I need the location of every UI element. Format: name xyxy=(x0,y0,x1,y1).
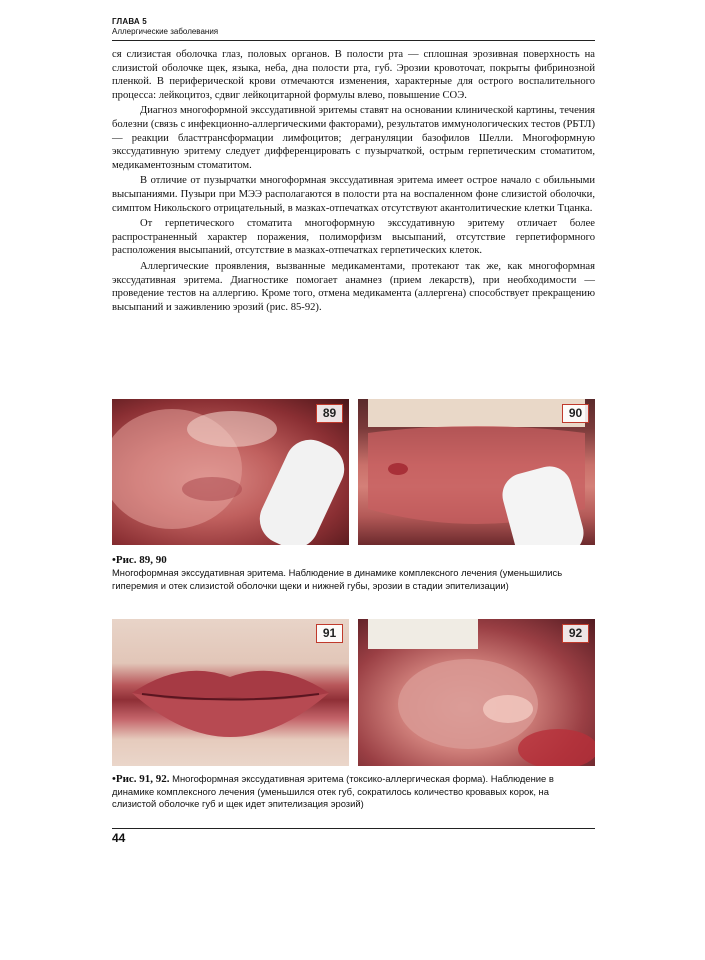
header-rule xyxy=(112,40,595,41)
running-head xyxy=(112,17,218,37)
clinical-photo-91 xyxy=(112,619,349,766)
paragraph: ся слизистая оболочка глаз, половых органов. В полости рта — сплошная эрозивная поверхность на слизистой оболочке щек, языка, неба, дна полости рта, губ. Эрозии кровоточат, покрыты фибринозной пленкой. В периферической крови отмечаются изменения, характерные для острого воспалительного процесса: лейкоцитоз, сдвиг лейкоцитарной формулы влево, повышение СОЭ. xyxy=(112,49,595,101)
page-number: 44 xyxy=(112,831,126,845)
paragraph: От герпетического стоматита многоформную экссудативную эритему отличает более распространенный характер поражения, полиморфизм высыпаний, отсутствие герпетиформного расположения высыпаний, отсутствие в мазках-отпечатках герпетических клеток. xyxy=(112,218,595,257)
figure-number-89: 89 xyxy=(316,404,343,423)
footer-rule xyxy=(112,828,595,829)
figure-caption-89-90 xyxy=(112,554,595,592)
caption-label: •Рис. 91, 92. xyxy=(112,773,170,785)
chapter-title: Аллергические заболевания xyxy=(112,27,219,36)
chapter-label: ГЛАВА 5 xyxy=(112,17,147,26)
photo-91-illustration xyxy=(112,619,349,766)
paragraph: Аллергические проявления, вызванные медикаментами, протекают так же, как многоформная экссудативная эритема. Диагностике помогает анамнез (прием лекарств), при необходимости — проведение тестов на аллергию. Кроме того, отмена медикамента (аллергена) способствует прекращению высыпаний и заживлению эрозий (рис. 85-92). xyxy=(112,260,595,313)
figure-caption-91-92 xyxy=(112,773,595,811)
clinical-photo-89 xyxy=(112,399,349,545)
caption-text: Многоформная экссудативная эритема (токсико-аллергическая форма). Наблюдение в динамике комплексного лечения (уменьшился отек губ, сократилось количество кровавых корок, на слизистой оболочке губ и щек идет эпителизация эрозий) xyxy=(112,773,554,809)
paragraph: Диагноз многоформной экссудативной эритемы ставят на основании клинической картины, течения болезни (связь с инфекционно-аллергическими факторами), результатов иммунологических тестов (РБТЛ) — реакции бласттрансформации лимфоцитов; дегрануляции базофилов Шелли. Многоформную экссудативную эритему следует дифференцировать с пузырчаткой, острым герпетическим стоматитом, медикаментозным стоматитом. xyxy=(112,105,596,171)
photo-92-illustration xyxy=(358,619,595,766)
figure-number-91: 91 xyxy=(316,624,343,643)
figure-number-90: 90 xyxy=(562,404,589,423)
photo-89-illustration xyxy=(112,399,349,545)
paragraph: В отличие от пузырчатки многоформная экссудативная эритема имеет острое начало с обильными высыпаниями. Пузыри при МЭЭ располагаются в полости рта на воспаленном фоне слизистой оболочки, симптом Никольского отрицательный, в мазках-отпечатках отсутствуют акантолитические клетки Тцанка. xyxy=(112,175,595,214)
body-text xyxy=(112,48,595,316)
caption-text: Многоформная экссудативная эритема. Наблюдение в динамике комплексного лечения (уменьшились гиперемия и отек слизистой оболочки щеки и нижней губы, эрозии в стадии эпителизации) xyxy=(112,567,563,591)
clinical-photo-92 xyxy=(358,619,595,766)
caption-label: •Рис. 89, 90 xyxy=(112,554,167,566)
photo-90-illustration xyxy=(358,399,595,545)
clinical-photo-90 xyxy=(358,399,595,545)
figure-number-92: 92 xyxy=(562,624,589,643)
